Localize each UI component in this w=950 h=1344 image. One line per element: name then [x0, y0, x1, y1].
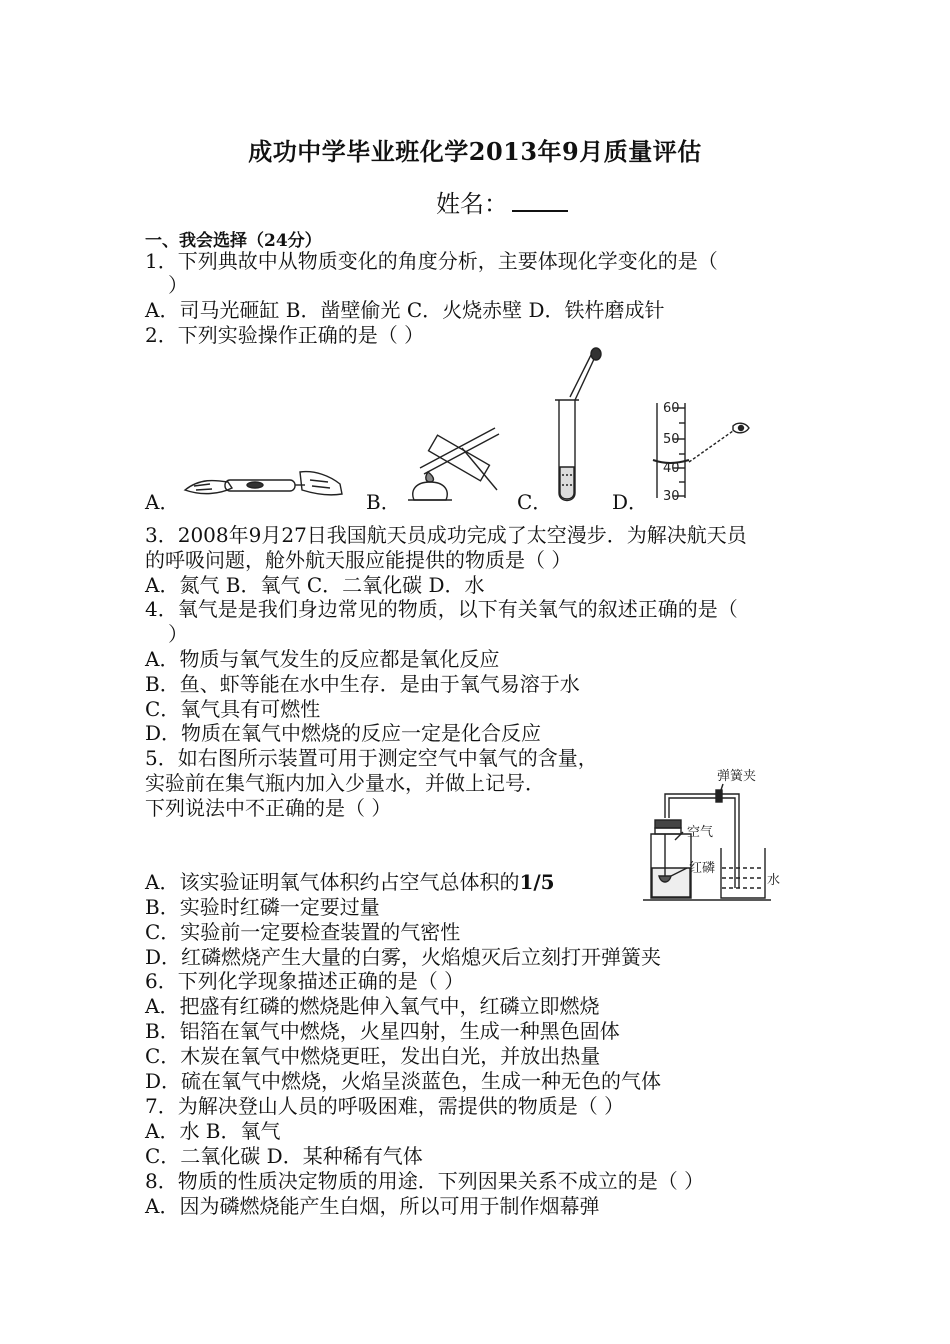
water-label: 水	[767, 873, 781, 888]
name-blank[interactable]	[512, 190, 568, 212]
fraction-text: 1/5	[519, 870, 555, 894]
oxygen-measurement-apparatus	[643, 768, 788, 908]
q4-option-d: D．物质在氧气中燃烧的反应一定是化合反应	[145, 721, 542, 745]
q6-option-c: C．木炭在氧气中燃烧更旺，发出白光，并放出热量	[145, 1044, 601, 1068]
q5-stem-cont-1: 实验前在集气瓶内加入少量水，并做上记号．	[145, 771, 545, 795]
red-phosphorus-label: 红磷	[689, 861, 716, 876]
q5-option-d: D．红磷燃烧产生大量的白雾，火焰熄灭后立刻打开弹簧夹	[145, 945, 662, 969]
alcohol-lamp-figure	[400, 420, 505, 505]
air-label: 空气	[687, 825, 714, 840]
q6-option-b: B．铝箔在氧气中燃烧，火星四射，生成一种黑色固体	[145, 1019, 620, 1043]
q1-stem: 1．下列典故中从物质变化的角度分析，主要体现化学变化的是（	[145, 249, 718, 273]
q5-option-c: C．实验前一定要检查装置的气密性	[145, 920, 461, 944]
q1-options: A．司马光砸缸 B．凿壁偷光 C．火烧赤壁 D．铁杵磨成针	[145, 298, 665, 322]
q2-option-c-label: C．	[517, 490, 553, 514]
name-label: 姓名：	[436, 190, 508, 218]
q3-stem-cont: 的呼吸问题，舱外航天服应能提供的物质是（ ）	[145, 548, 572, 572]
name-field-row	[436, 184, 568, 219]
q4-stem: 4．氧气是是我们身边常见的物质，以下有关氧气的叙述正确的是（	[145, 597, 738, 621]
q2-option-b-label: B．	[366, 490, 401, 514]
q3-options: A．氮气 B．氧气 C．二氧化碳 D．水	[145, 573, 485, 597]
q7-options-cd: C．二氧化碳 D．某种稀有气体	[145, 1144, 423, 1168]
page-title: 成功中学毕业班化学2013年9月质量评估	[248, 137, 702, 166]
q2-stem: 2．下列实验操作正确的是（ ）	[145, 323, 425, 347]
section-heading: 一、我会选择（24分）	[145, 231, 322, 251]
tick-30: 30	[663, 489, 680, 504]
clamp-label: 弹簧夹	[717, 769, 757, 784]
q6-stem: 6．下列化学现象描述正确的是（ ）	[145, 969, 465, 993]
q1-stem-cont: ）	[168, 273, 188, 297]
q7-stem: 7．为解决登山人员的呼吸困难，需提供的物质是（ ）	[145, 1094, 625, 1118]
q8-option-a: A．因为磷燃烧能产生白烟，所以可用于制作烟幕弹	[145, 1194, 600, 1218]
q3-stem: 3．2008年9月27日我国航天员成功完成了太空漫步．为解决航天员	[145, 523, 747, 547]
q2-option-d-label: D．	[612, 490, 649, 514]
q4-stem-cont: ）	[168, 622, 188, 646]
q5-option-a-text: A．该实验证明氧气体积约占空气总体积的	[145, 870, 520, 894]
q5-stem: 5．如右图所示装置可用于测定空气中氧气的含量，	[145, 746, 598, 770]
q2-option-a-label: A．	[145, 490, 180, 514]
q5-option-b: B．实验时红磷一定要过量	[145, 895, 380, 919]
tick-60: 60	[663, 401, 680, 416]
dropper-test-tube-figure	[545, 345, 605, 505]
q7-options-ab: A．水 B．氧气	[145, 1119, 281, 1143]
q4-option-a: A．物质与氧气发生的反应都是氧化反应	[145, 647, 500, 671]
test-tube-hands-figure	[180, 460, 355, 505]
q5-stem-cont-2: 下列说法中不正确的是（ ）	[145, 796, 392, 820]
q4-option-b: B．鱼、虾等能在水中生存．是由于氧气易溶于水	[145, 672, 580, 696]
graduated-cylinder-figure	[645, 398, 760, 503]
q5-option-a	[145, 870, 555, 894]
tick-50: 50	[663, 432, 680, 447]
q4-option-c: C．氧气具有可燃性	[145, 697, 321, 721]
q6-option-a: A．把盛有红磷的燃烧匙伸入氧气中，红磷立即燃烧	[145, 994, 600, 1018]
q6-option-d: D．硫在氧气中燃烧，火焰呈淡蓝色，生成一种无色的气体	[145, 1069, 662, 1093]
q8-stem: 8．物质的性质决定物质的用途．下列因果关系不成立的是（ ）	[145, 1169, 705, 1193]
tick-40: 40	[663, 461, 680, 476]
